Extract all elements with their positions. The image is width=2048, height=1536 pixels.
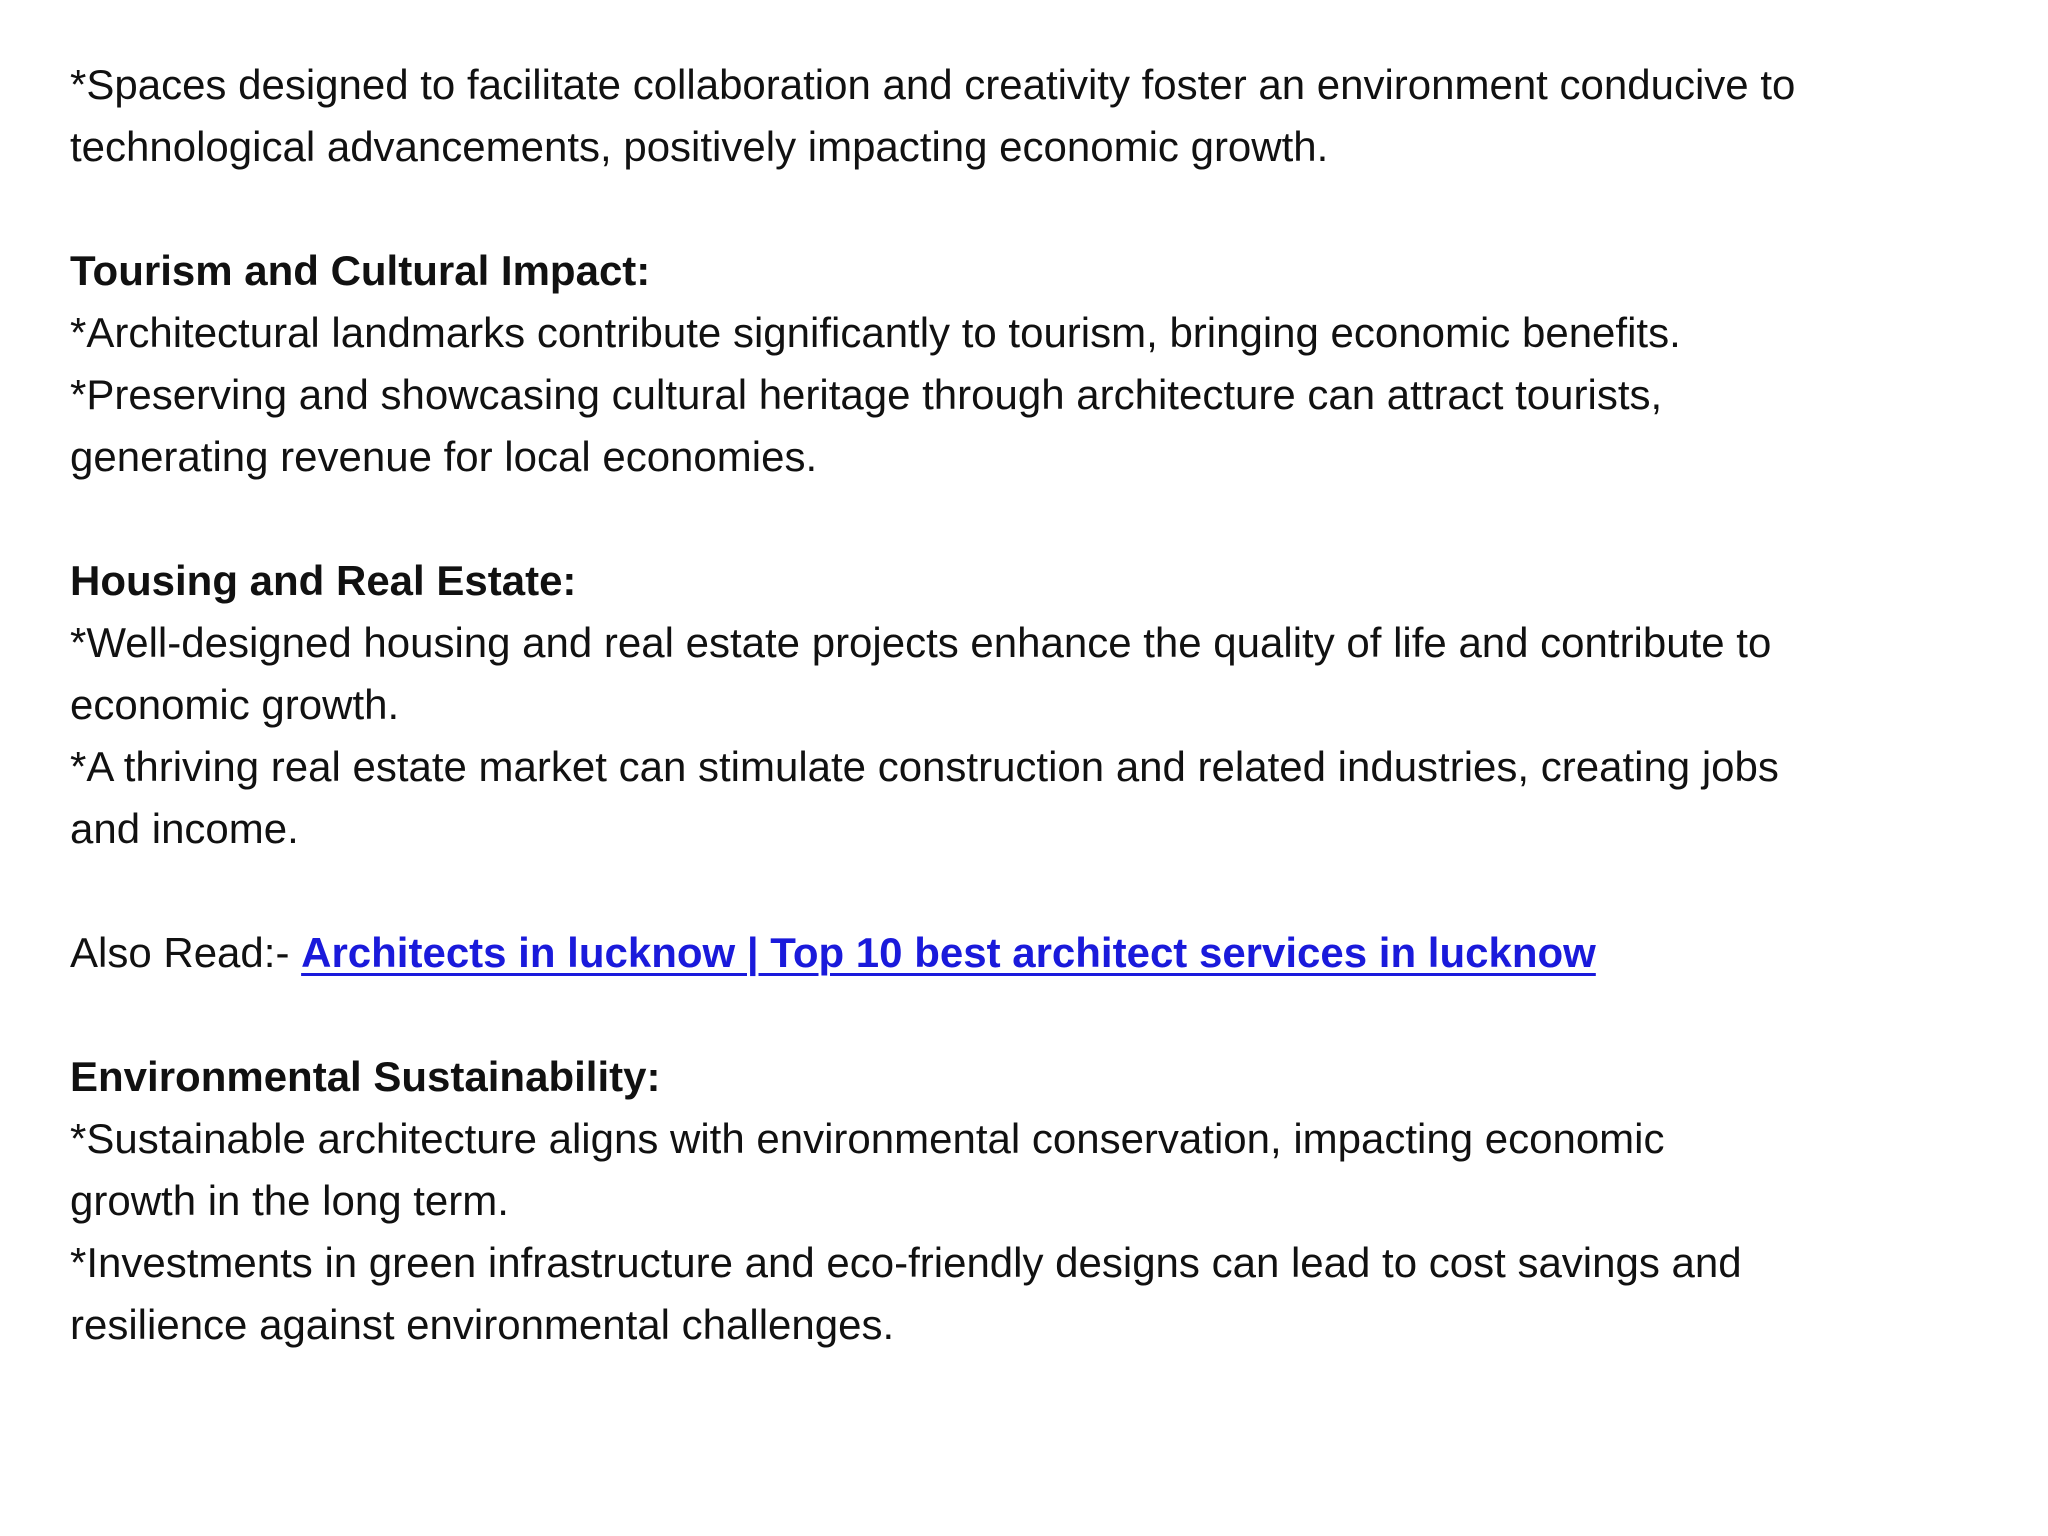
tourism-section bbox=[70, 240, 2030, 488]
body-text-line: growth in the long term. bbox=[70, 1177, 509, 1224]
environment-section bbox=[70, 1046, 2030, 1356]
body-text-line: *A thriving real estate market can stimulate construction and related industries, creating jobs bbox=[70, 743, 1779, 790]
body-text-line: and income. bbox=[70, 805, 299, 852]
also-read-line bbox=[70, 922, 2030, 984]
section-heading-housing: Housing and Real Estate: bbox=[70, 557, 577, 604]
body-text-line: *Spaces designed to facilitate collaboration and creativity foster an environment conducive to bbox=[70, 61, 1796, 108]
also-read-section bbox=[70, 922, 2030, 984]
body-text-line: generating revenue for local economies. bbox=[70, 433, 818, 480]
section-heading-environment: Environmental Sustainability: bbox=[70, 1053, 661, 1100]
section-heading-tourism: Tourism and Cultural Impact: bbox=[70, 247, 651, 294]
document-page bbox=[70, 54, 2030, 1418]
body-text-line: technological advancements, positively impacting economic growth. bbox=[70, 123, 1329, 170]
body-text-line: *Investments in green infrastructure and eco-friendly designs can lead to cost savings and bbox=[70, 1239, 1742, 1286]
body-text-line: *Architectural landmarks contribute significantly to tourism, bringing economic benefits. bbox=[70, 309, 1681, 356]
body-text-line: *Sustainable architecture aligns with environmental conservation, impacting economic bbox=[70, 1115, 1665, 1162]
body-text-line: economic growth. bbox=[70, 681, 400, 728]
body-text-line: *Well-designed housing and real estate projects enhance the quality of life and contribute to bbox=[70, 619, 1772, 666]
housing-section bbox=[70, 550, 2030, 860]
body-text-line: *Preserving and showcasing cultural heritage through architecture can attract tourists, bbox=[70, 371, 1663, 418]
also-read-prefix: Also Read:- bbox=[70, 929, 302, 976]
architects-lucknow-link[interactable]: Architects in lucknow | Top 10 best architect services in lucknow bbox=[301, 929, 1596, 976]
intro-section bbox=[70, 54, 2030, 178]
body-text-line: resilience against environmental challenges. bbox=[70, 1301, 895, 1348]
